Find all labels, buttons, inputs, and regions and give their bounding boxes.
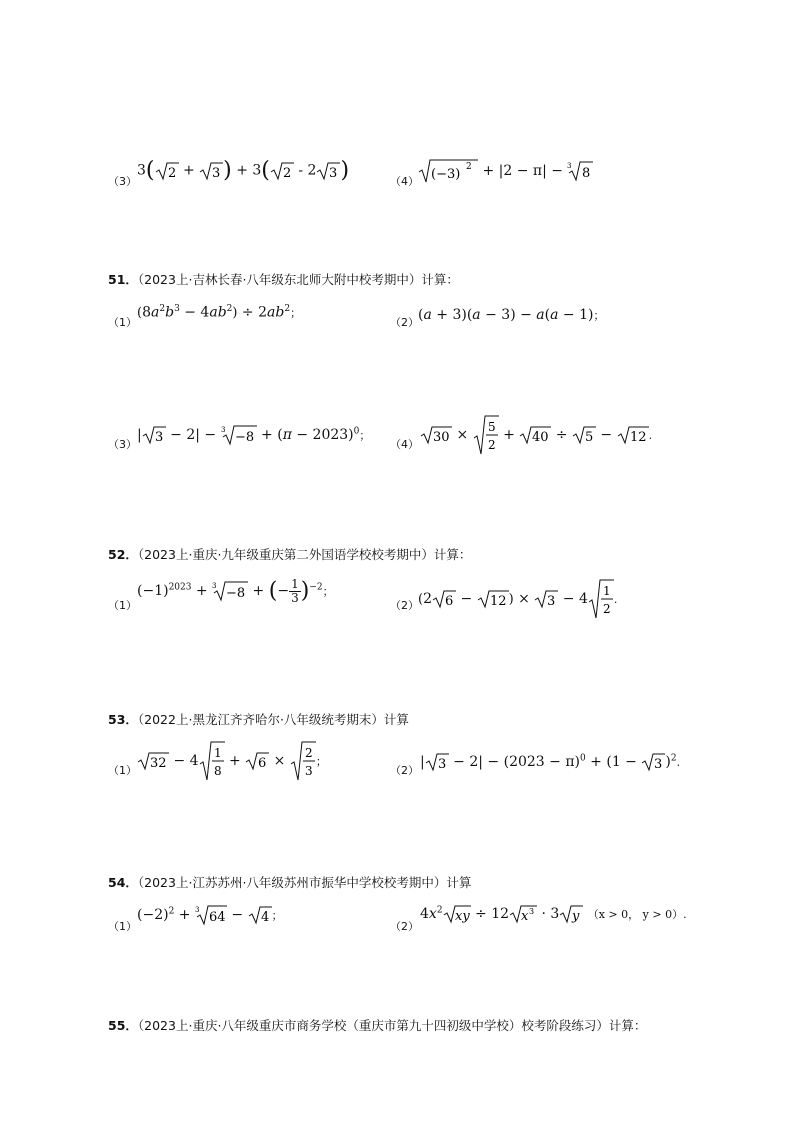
svg-text:30: 30 — [433, 430, 450, 445]
problem-label: （2） — [390, 599, 419, 612]
problem-item — [108, 170, 137, 189]
svg-text:32: 32 — [150, 756, 167, 771]
problem-label: （3） — [108, 175, 137, 188]
problem-label: （3） — [108, 438, 137, 451]
svg-text:3: 3 — [567, 162, 572, 170]
svg-text:3: 3 — [329, 165, 338, 181]
problem-heading: 55．（2023上·重庆·八年级重庆市商务学校（重庆市第九十四初级中学校）校考阶段练习）计算： — [108, 1018, 647, 1033]
svg-text:3: 3 — [154, 430, 163, 445]
svg-text:8: 8 — [213, 764, 222, 778]
math-expression: (−3) 2 + |2 − π| − 3 8 — [418, 158, 593, 184]
math-expression: $(8a^2b^3 - 4ab^2) \div 2ab^2$； — [137, 304, 302, 321]
problem-heading: 54．（2023上·江苏苏州·八年级苏州市振华中学校校考期中）计算 — [108, 875, 472, 890]
math-expression: $(-2)^2$ + 3 64 − 4 ； — [137, 906, 283, 925]
problem-heading: 52．（2023上·重庆·九年级重庆第二外国语学校校考期中）计算： — [108, 547, 472, 562]
svg-text:2: 2 — [167, 165, 176, 181]
svg-text:5: 5 — [487, 420, 496, 434]
math-expression: $(-1)^{2023}$ + 3 −8 + (− $\frac{1}{3}$ )$^{-2}$； — [137, 577, 334, 605]
svg-text:2: 2 — [602, 602, 611, 616]
svg-text:6: 6 — [445, 594, 454, 609]
math-expression: 3( 2 + 3 ) + 3( 2 - 2 3 ) — [137, 158, 350, 183]
problem-label: （2） — [390, 764, 419, 777]
svg-text:(−3): (−3) — [431, 167, 461, 182]
problem-label: （4） — [390, 438, 419, 451]
svg-text:xy: xy — [454, 909, 470, 924]
svg-text:8: 8 — [582, 166, 591, 181]
svg-text:2: 2 — [282, 165, 292, 181]
svg-text:3: 3 — [212, 165, 221, 181]
math-expression: 30 × 5 2 + 40 ÷ 5 − 12 . — [420, 414, 652, 456]
svg-text:1: 1 — [213, 746, 222, 760]
svg-text:6: 6 — [258, 756, 267, 771]
problem-heading: 53．（2022上·黑龙江齐齐哈尔·八年级统考期末）计算 — [108, 712, 409, 727]
svg-text:3: 3 — [654, 757, 663, 772]
svg-text:x: x — [521, 909, 529, 924]
problem-label: （4） — [390, 175, 419, 188]
math-expression: 32 − 4 1 8 + 6 × 2 3 ； — [137, 740, 327, 782]
svg-text:2: 2 — [466, 162, 472, 172]
svg-text:3: 3 — [547, 594, 556, 609]
svg-text:4: 4 — [260, 910, 269, 925]
svg-text:−8: −8 — [234, 430, 254, 445]
svg-text:64: 64 — [208, 910, 226, 925]
svg-text:3: 3 — [212, 582, 217, 591]
math-expression: | 3 − 2| − 3 −8 + $(\pi - 2023)^0$； — [137, 426, 371, 445]
svg-text:2: 2 — [304, 746, 313, 760]
math-expression: (a + 3)(a − 3) − a(a − 1)； — [418, 307, 605, 323]
svg-text:3: 3 — [437, 757, 446, 772]
svg-text:2: 2 — [487, 438, 496, 452]
problem-heading: 51．（2023上·吉林长春·八年级东北师大附中校考期中）计算： — [108, 272, 459, 287]
problem-label: （1） — [108, 599, 137, 612]
svg-text:40: 40 — [532, 430, 549, 445]
svg-text:3: 3 — [194, 906, 200, 914]
problem-label: （1） — [108, 764, 137, 777]
svg-text:3: 3 — [304, 764, 313, 778]
problem-label: （1） — [108, 920, 137, 933]
problem-label: （2） — [390, 316, 419, 329]
math-expression: (2 6 − 12 ) × 3 − 4 1 2 . — [418, 578, 617, 620]
svg-text:3: 3 — [220, 426, 226, 434]
problem-label: （2） — [390, 920, 419, 933]
svg-text:5: 5 — [584, 430, 594, 445]
svg-text:y: y — [572, 909, 580, 924]
svg-text:12: 12 — [489, 594, 507, 609]
condition-text: （x > 0， y > 0） — [587, 908, 684, 921]
math-expression: $4x^2$ xy ÷ 12 x 3 · 3 y （x > 0， y > 0）. — [420, 905, 687, 924]
math-expression: | 3 − $2| - (2023 - \pi)^0 + (1$ − 3 )$^2$. — [420, 753, 681, 772]
svg-text:1: 1 — [602, 584, 611, 598]
svg-text:−8: −8 — [226, 586, 246, 602]
svg-text:3: 3 — [529, 907, 535, 916]
problem-label: （1） — [108, 316, 137, 329]
svg-text:12: 12 — [629, 430, 647, 445]
problem-item — [390, 170, 419, 189]
